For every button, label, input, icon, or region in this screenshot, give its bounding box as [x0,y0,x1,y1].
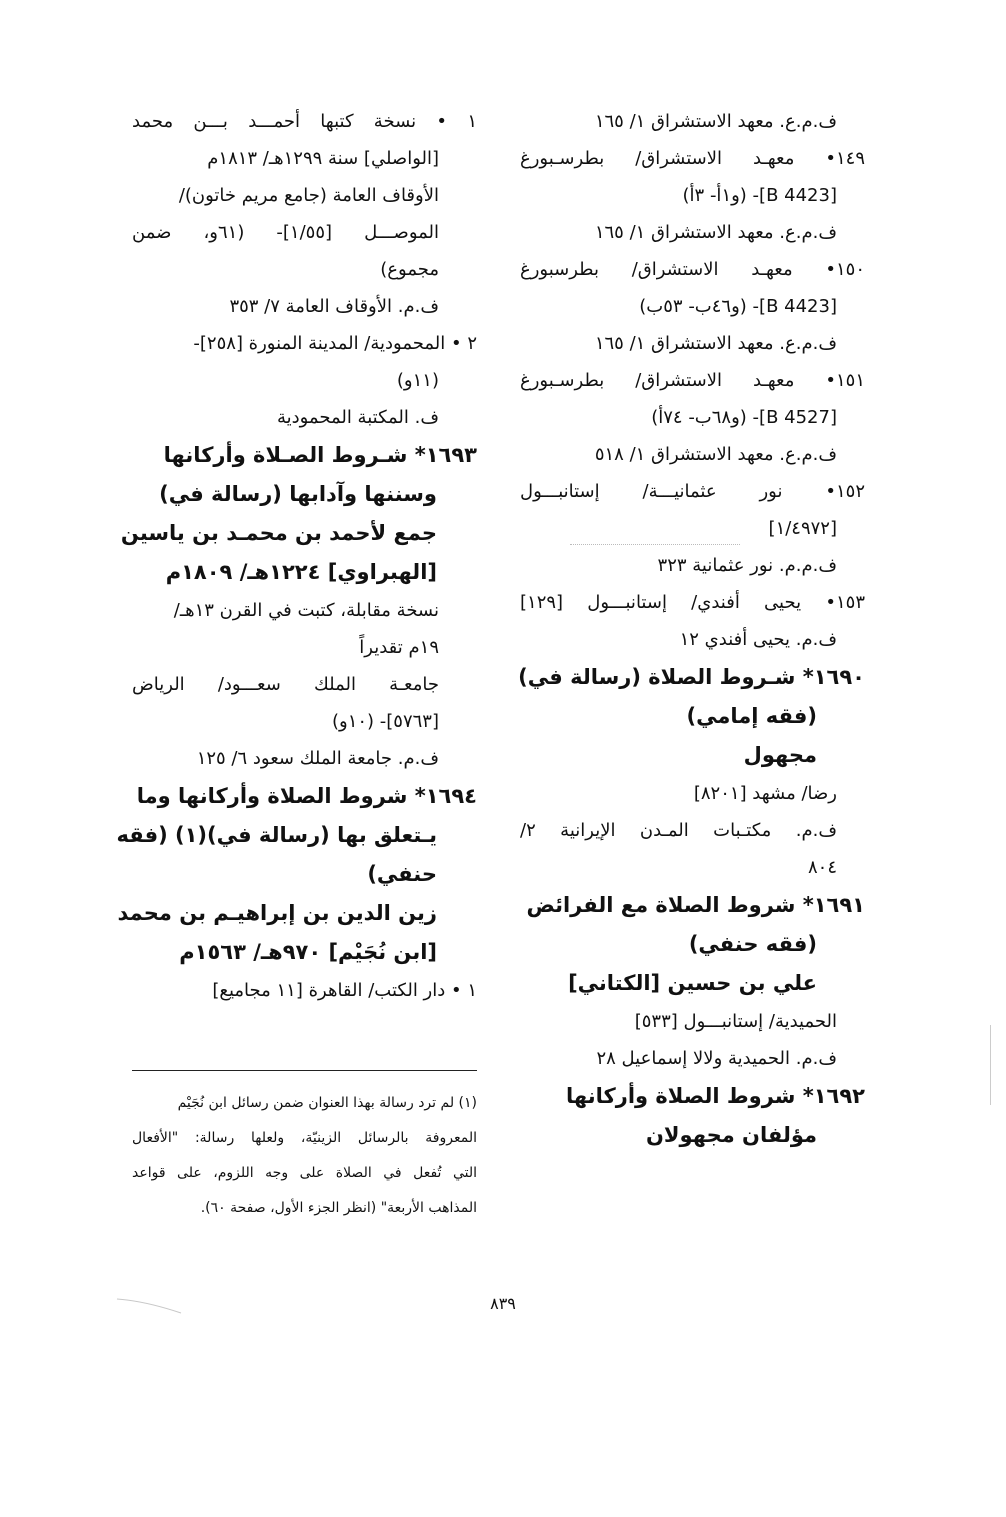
footnote-separator [132,1070,477,1071]
text-line: ف.م. مكتـبات المـدن الإيرانية ٢/ [520,820,837,841]
text-line: الموصـــل [١/٥٥]- (٦١و، ضمن [132,222,440,243]
entry-heading-line: مجهول [743,743,817,767]
footnote [132,1086,477,1226]
text-line: [B 4423]- (و٤٦ب- ٥٣ب) [639,296,837,317]
entry-heading-line: [الهبراوي] ١٢٢٤هـ/ ١٨٠٩م [165,560,437,584]
entry-heading-line: (فقه إمامي) [686,704,817,728]
footnote-line: التي تُفعل في الصلاة على وجه اللزوم، على قواعد [132,1165,477,1181]
page-number: ٨٣٩ [490,1294,516,1313]
text-line: [B 4423]- (و١أ- ٣أ) [682,185,837,206]
entry-heading-line: حنفي) [367,862,437,886]
text-line: ف.م.ع. معهد الاستشراق ١/ ١٦٥ [594,222,837,243]
text-line: ف.م.م. نور عثمانية ٣٢٣ [657,555,837,576]
entry-heading-line: زين الدين بن إبراهيـم بن محمد [117,901,437,925]
entry-heading-line: ١٦٩٣* شـروط الصـلاة وأركانها [163,443,477,467]
entry-heading-line: علي بن حسين [الكتاني] [568,971,817,995]
entry-heading-line: مؤلفان مجهولان [645,1123,817,1147]
text-line: جامعـة الملك سعـــود/ الرياض [132,674,439,695]
text-line: ١٤٩• معهـد الاستشراق/ بطرسـبورغ [520,148,865,169]
text-line: ف.م. جامعة الملك سعود ٦/ ١٢٥ [196,748,439,769]
text-line: الحميدية/ إستانبـــول [٥٣٣] [634,1011,837,1032]
text-line: ف.م. يحيى أفندي ١٢ [679,629,837,650]
text-line: ف.م. الأوقاف العامة ٧/ ٣٥٣ [229,296,439,317]
text-line: [١/٤٩٧٢] [768,518,837,539]
text-line: ١٥١• معهـد الاستشراق/ بطرسـبورغ [520,370,865,391]
dotted-smudge [570,544,740,545]
entry-heading-line: ١٦٩٠* شـروط الصلاة (رسالة في) [518,665,865,689]
text-line: رضا/ مشهد [٨٢٠١] [693,783,837,804]
text-line: [٥٧٦٣]- (١٠و) [331,711,439,732]
text-line: ١٥٠• معهـد الاستشراق/ بطرسبورغ [520,259,865,280]
text-line: ١٥٣• يحيى أفندي/ إستانبـــول [١٢٩] [520,592,865,613]
scan-smudge [115,1295,185,1317]
text-line: [الواصلي] سنة ١٢٩٩هـ/ ١٨١٣م [207,148,439,169]
text-line: ١ • دار الكتب/ القاهرة [١١ مجاميع] [212,980,477,1001]
scan-edge-mark [990,1025,991,1105]
text-line: ٢ • المحمودية/ المدينة المنورة [٢٥٨]- [193,333,477,354]
text-line: ف. المكتبة المحمودية [276,407,439,428]
footnote-line: (١) لم ترد رسالة بهذا العنوان ضمن رسائل ابن نُجَيْم [177,1095,477,1111]
entry-heading-line: (فقه حنفي) [688,932,817,956]
right-column [520,103,865,1155]
text-line: ف.م.ع. معهد الاستشراق ١/ ١٦٥ [594,333,837,354]
text-line: [B 4527]- (و٦٨ب- ٧٤أ) [651,407,837,428]
left-column [116,103,477,1009]
text-line: ١٥٢• نور عثمانيـــة/ إستانبـــول [520,481,865,502]
footnote-line: المذاهب الأربعة" (انظر الجزء الأول، صفحة ٦٠). [200,1200,477,1216]
entry-heading-line: ١٦٩١* شروط الصلاة مع الفرائض [526,893,865,917]
footnote-line: المعروفة بالرسائل الزينيّة، ولعلها رسالة: "الأفعال [132,1130,477,1146]
text-line: الأوقاف العامة (جامع مريم خاتون)/ [178,185,439,206]
text-line: ف.م. الحميدية ولالا إسماعيل ٢٨ [596,1048,837,1069]
text-line: مجموع) [380,259,439,280]
entry-heading-line: جمع لأحمد بن محمـد بن ياسين [120,521,437,545]
text-line: ف.م.ع. معهد الاستشراق ١/ ٥١٨ [594,444,837,465]
entry-heading-line: يـتعلق بها (رسالة في)(١) (فقه [116,823,437,847]
entry-heading-line: ١٦٩٢* شروط الصلاة وأركانها [566,1084,865,1108]
text-line: ١٩م تقديراً [359,637,439,658]
text-line: ف.م.ع. معهد الاستشراق ١/ ١٦٥ [594,111,837,132]
entry-heading-line: وسننها وآدابها (رسالة في) [159,482,437,506]
entry-heading-line: [ابن نُجَيْم] ٩٧٠هـ/ ١٥٦٣م [179,940,437,964]
text-line: (١١و) [396,370,439,391]
text-line: نسخة مقابلة، كتبت في القرن ١٣هـ/ [173,600,439,621]
entry-heading-line: ١٦٩٤* شروط الصلاة وأركانها وما [136,784,477,808]
text-line: ١ • نسخة كتبها أحمـــد بـــن محمد [132,111,477,132]
text-line: ٨٠٤ [807,857,837,878]
